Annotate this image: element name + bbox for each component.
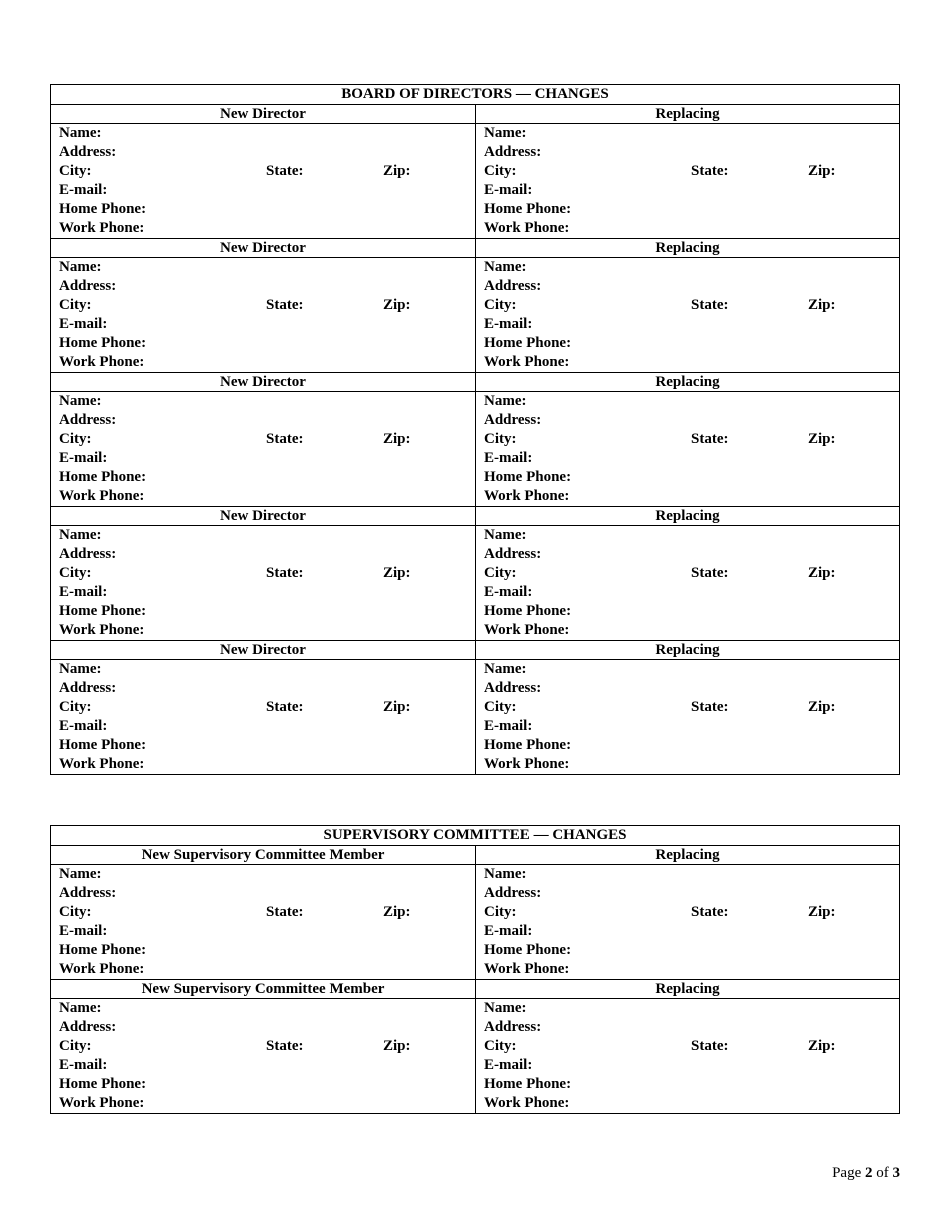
address-label: Address: xyxy=(59,1019,117,1035)
work-phone-label: Work Phone: xyxy=(59,756,145,772)
home-phone-label: Home Phone: xyxy=(484,942,572,958)
city-label: City: xyxy=(484,163,517,179)
home-phone-field xyxy=(51,736,475,755)
work-phone-label: Work Phone: xyxy=(484,354,570,370)
name-label: Name: xyxy=(484,259,527,275)
board-entry-block xyxy=(51,640,899,774)
address-label: Address: xyxy=(484,1019,542,1035)
name-field xyxy=(476,865,899,884)
new-member-contact-fields xyxy=(51,660,475,774)
address-label: Address: xyxy=(59,680,117,696)
supervisory-entry-block xyxy=(51,979,899,1113)
work-phone-field xyxy=(51,621,475,640)
home-phone-field xyxy=(476,736,899,755)
new-member-header: New Director xyxy=(220,240,306,256)
work-phone-label: Work Phone: xyxy=(59,622,145,638)
zip-label: Zip: xyxy=(383,1038,411,1054)
home-phone-field xyxy=(476,1075,899,1094)
supervisory-committee-table xyxy=(50,825,900,1114)
address-label: Address: xyxy=(484,412,542,428)
name-field xyxy=(476,392,899,411)
city-field xyxy=(51,1037,475,1056)
name-field xyxy=(51,258,475,277)
new-member-contact-fields xyxy=(51,258,475,372)
email-label: E-mail: xyxy=(484,316,533,332)
name-label: Name: xyxy=(59,1000,102,1016)
state-label: State: xyxy=(691,1038,729,1054)
block-body xyxy=(51,865,899,979)
city-label: City: xyxy=(59,297,92,313)
block-header-row xyxy=(51,980,899,999)
city-label: City: xyxy=(484,431,517,447)
home-phone-label: Home Phone: xyxy=(484,1076,572,1092)
zip-label: Zip: xyxy=(383,699,411,715)
zip-label: Zip: xyxy=(808,565,836,581)
state-label: State: xyxy=(266,1038,304,1054)
new-member-header: New Director xyxy=(220,508,306,524)
city-field xyxy=(476,1037,899,1056)
email-field xyxy=(476,1056,899,1075)
work-phone-label: Work Phone: xyxy=(484,488,570,504)
state-label: State: xyxy=(691,699,729,715)
home-phone-label: Home Phone: xyxy=(484,603,572,619)
name-label: Name: xyxy=(59,527,102,543)
city-label: City: xyxy=(484,699,517,715)
home-phone-field xyxy=(51,200,475,219)
board-entry-block xyxy=(51,372,899,506)
new-member-header: New Supervisory Committee Member xyxy=(141,847,385,863)
board-table-title: BOARD OF DIRECTORS — CHANGES xyxy=(51,85,899,105)
zip-label: Zip: xyxy=(808,699,836,715)
new-member-contact-fields xyxy=(51,526,475,640)
address-field xyxy=(51,1018,475,1037)
city-field xyxy=(476,430,899,449)
email-label: E-mail: xyxy=(484,718,533,734)
address-field xyxy=(476,679,899,698)
email-label: E-mail: xyxy=(59,450,108,466)
block-header-row xyxy=(51,239,899,258)
board-entry-block xyxy=(51,238,899,372)
home-phone-field xyxy=(476,602,899,621)
city-label: City: xyxy=(59,904,92,920)
replacing-contact-fields xyxy=(475,124,899,238)
block-body xyxy=(51,258,899,372)
home-phone-label: Home Phone: xyxy=(484,335,572,351)
replacing-header: Replacing xyxy=(475,846,899,864)
email-field xyxy=(476,922,899,941)
home-phone-label: Home Phone: xyxy=(484,201,572,217)
home-phone-label: Home Phone: xyxy=(59,942,147,958)
email-field xyxy=(51,1056,475,1075)
home-phone-label: Home Phone: xyxy=(59,603,147,619)
block-body xyxy=(51,526,899,640)
name-field xyxy=(476,124,899,143)
work-phone-label: Work Phone: xyxy=(484,961,570,977)
name-field xyxy=(51,124,475,143)
address-field xyxy=(51,679,475,698)
work-phone-field xyxy=(476,219,899,238)
email-label: E-mail: xyxy=(484,923,533,939)
zip-label: Zip: xyxy=(808,297,836,313)
address-field xyxy=(476,411,899,430)
new-member-contact-fields xyxy=(51,999,475,1113)
replacing-contact-fields xyxy=(475,999,899,1113)
zip-label: Zip: xyxy=(383,904,411,920)
address-label: Address: xyxy=(484,680,542,696)
city-field xyxy=(51,430,475,449)
city-field xyxy=(476,698,899,717)
replacing-contact-fields xyxy=(475,526,899,640)
name-label: Name: xyxy=(59,661,102,677)
city-field xyxy=(51,903,475,922)
name-label: Name: xyxy=(484,125,527,141)
home-phone-field xyxy=(51,1075,475,1094)
email-field xyxy=(51,583,475,602)
zip-label: Zip: xyxy=(383,565,411,581)
replacing-contact-fields xyxy=(475,660,899,774)
city-field xyxy=(51,162,475,181)
home-phone-field xyxy=(51,602,475,621)
block-body xyxy=(51,999,899,1113)
email-field xyxy=(51,717,475,736)
page-current: 2 xyxy=(865,1165,873,1181)
new-member-contact-fields xyxy=(51,124,475,238)
city-label: City: xyxy=(484,565,517,581)
city-field xyxy=(51,296,475,315)
work-phone-label: Work Phone: xyxy=(59,961,145,977)
city-label: City: xyxy=(484,1038,517,1054)
city-label: City: xyxy=(484,904,517,920)
state-label: State: xyxy=(266,297,304,313)
block-header-row xyxy=(51,641,899,660)
email-label: E-mail: xyxy=(484,182,533,198)
address-field xyxy=(476,277,899,296)
email-label: E-mail: xyxy=(59,718,108,734)
home-phone-field xyxy=(51,941,475,960)
zip-label: Zip: xyxy=(383,431,411,447)
home-phone-label: Home Phone: xyxy=(484,469,572,485)
replacing-contact-fields xyxy=(475,865,899,979)
work-phone-field xyxy=(476,1094,899,1113)
name-label: Name: xyxy=(59,393,102,409)
work-phone-field xyxy=(476,487,899,506)
replacing-header: Replacing xyxy=(475,239,899,257)
new-member-contact-fields xyxy=(51,392,475,506)
address-field xyxy=(51,411,475,430)
page-total: 3 xyxy=(892,1165,900,1181)
name-field xyxy=(476,526,899,545)
work-phone-label: Work Phone: xyxy=(484,756,570,772)
block-header-row xyxy=(51,105,899,124)
home-phone-field xyxy=(476,200,899,219)
address-field xyxy=(51,545,475,564)
address-label: Address: xyxy=(484,278,542,294)
city-label: City: xyxy=(59,1038,92,1054)
email-field xyxy=(51,449,475,468)
email-label: E-mail: xyxy=(484,450,533,466)
city-field xyxy=(51,564,475,583)
city-field xyxy=(476,564,899,583)
address-field xyxy=(476,545,899,564)
work-phone-label: Work Phone: xyxy=(484,622,570,638)
email-label: E-mail: xyxy=(484,584,533,600)
new-member-header: New Supervisory Committee Member xyxy=(141,981,385,997)
email-label: E-mail: xyxy=(59,584,108,600)
state-label: State: xyxy=(691,904,729,920)
home-phone-field xyxy=(51,334,475,353)
work-phone-label: Work Phone: xyxy=(59,354,145,370)
email-label: E-mail: xyxy=(59,1057,108,1073)
address-field xyxy=(51,277,475,296)
email-field xyxy=(51,315,475,334)
new-member-header: New Director xyxy=(220,374,306,390)
work-phone-label: Work Phone: xyxy=(59,220,145,236)
replacing-contact-fields xyxy=(475,392,899,506)
name-field xyxy=(51,526,475,545)
email-field xyxy=(476,449,899,468)
address-label: Address: xyxy=(484,144,542,160)
state-label: State: xyxy=(266,431,304,447)
zip-label: Zip: xyxy=(808,1038,836,1054)
email-field xyxy=(476,717,899,736)
email-label: E-mail: xyxy=(59,182,108,198)
board-entry-block xyxy=(51,105,899,238)
new-member-contact-fields xyxy=(51,865,475,979)
address-label: Address: xyxy=(484,546,542,562)
replacing-header: Replacing xyxy=(475,373,899,391)
block-body xyxy=(51,660,899,774)
home-phone-field xyxy=(51,468,475,487)
new-member-header: New Director xyxy=(220,106,306,122)
name-label: Name: xyxy=(59,125,102,141)
email-field xyxy=(51,181,475,200)
name-field xyxy=(476,660,899,679)
work-phone-field xyxy=(51,219,475,238)
address-field xyxy=(51,884,475,903)
work-phone-field xyxy=(51,487,475,506)
state-label: State: xyxy=(266,163,304,179)
name-label: Name: xyxy=(484,393,527,409)
work-phone-field xyxy=(51,960,475,979)
address-field xyxy=(51,143,475,162)
email-field xyxy=(476,315,899,334)
new-member-header: New Director xyxy=(220,642,306,658)
address-label: Address: xyxy=(484,885,542,901)
email-field xyxy=(51,922,475,941)
home-phone-field xyxy=(476,941,899,960)
home-phone-label: Home Phone: xyxy=(59,1076,147,1092)
home-phone-label: Home Phone: xyxy=(59,201,147,217)
block-header-row xyxy=(51,846,899,865)
address-field xyxy=(476,1018,899,1037)
block-header-row xyxy=(51,507,899,526)
address-label: Address: xyxy=(59,412,117,428)
city-field xyxy=(476,296,899,315)
address-label: Address: xyxy=(59,144,117,160)
work-phone-field xyxy=(476,621,899,640)
work-phone-label: Work Phone: xyxy=(484,220,570,236)
state-label: State: xyxy=(266,565,304,581)
email-label: E-mail: xyxy=(59,316,108,332)
zip-label: Zip: xyxy=(383,297,411,313)
page-mid: of xyxy=(872,1165,893,1181)
page-prefix: Page xyxy=(832,1165,865,1181)
name-label: Name: xyxy=(484,661,527,677)
state-label: State: xyxy=(691,163,729,179)
address-field xyxy=(476,143,899,162)
work-phone-field xyxy=(476,353,899,372)
city-field xyxy=(51,698,475,717)
name-field xyxy=(51,392,475,411)
state-label: State: xyxy=(691,297,729,313)
page-number xyxy=(832,1165,900,1182)
name-label: Name: xyxy=(59,259,102,275)
home-phone-field xyxy=(476,468,899,487)
email-field xyxy=(476,181,899,200)
state-label: State: xyxy=(691,565,729,581)
work-phone-field xyxy=(51,755,475,774)
name-label: Name: xyxy=(484,866,527,882)
zip-label: Zip: xyxy=(808,431,836,447)
home-phone-label: Home Phone: xyxy=(59,335,147,351)
work-phone-label: Work Phone: xyxy=(484,1095,570,1111)
replacing-header: Replacing xyxy=(475,641,899,659)
name-field xyxy=(476,999,899,1018)
address-label: Address: xyxy=(59,546,117,562)
name-label: Name: xyxy=(484,527,527,543)
name-field xyxy=(51,999,475,1018)
block-body xyxy=(51,392,899,506)
work-phone-label: Work Phone: xyxy=(59,1095,145,1111)
city-field xyxy=(476,903,899,922)
city-field xyxy=(476,162,899,181)
zip-label: Zip: xyxy=(808,163,836,179)
city-label: City: xyxy=(484,297,517,313)
name-field xyxy=(51,660,475,679)
state-label: State: xyxy=(691,431,729,447)
email-field xyxy=(476,583,899,602)
name-field xyxy=(51,865,475,884)
supervisory-table-title: SUPERVISORY COMMITTEE — CHANGES xyxy=(51,826,899,846)
address-label: Address: xyxy=(59,278,117,294)
address-field xyxy=(476,884,899,903)
city-label: City: xyxy=(59,163,92,179)
block-header-row xyxy=(51,373,899,392)
replacing-header: Replacing xyxy=(475,507,899,525)
replacing-header: Replacing xyxy=(475,980,899,998)
work-phone-label: Work Phone: xyxy=(59,488,145,504)
city-label: City: xyxy=(59,565,92,581)
zip-label: Zip: xyxy=(383,163,411,179)
name-label: Name: xyxy=(59,866,102,882)
zip-label: Zip: xyxy=(808,904,836,920)
replacing-contact-fields xyxy=(475,258,899,372)
board-entry-block xyxy=(51,506,899,640)
email-label: E-mail: xyxy=(59,923,108,939)
home-phone-field xyxy=(476,334,899,353)
state-label: State: xyxy=(266,904,304,920)
block-body xyxy=(51,124,899,238)
home-phone-label: Home Phone: xyxy=(484,737,572,753)
name-field xyxy=(476,258,899,277)
work-phone-field xyxy=(476,755,899,774)
city-label: City: xyxy=(59,699,92,715)
work-phone-field xyxy=(51,353,475,372)
replacing-header: Replacing xyxy=(475,105,899,123)
board-of-directors-table xyxy=(50,84,900,775)
state-label: State: xyxy=(266,699,304,715)
address-label: Address: xyxy=(59,885,117,901)
name-label: Name: xyxy=(484,1000,527,1016)
work-phone-field xyxy=(51,1094,475,1113)
email-label: E-mail: xyxy=(484,1057,533,1073)
city-label: City: xyxy=(59,431,92,447)
home-phone-label: Home Phone: xyxy=(59,469,147,485)
home-phone-label: Home Phone: xyxy=(59,737,147,753)
work-phone-field xyxy=(476,960,899,979)
supervisory-entry-block xyxy=(51,846,899,979)
